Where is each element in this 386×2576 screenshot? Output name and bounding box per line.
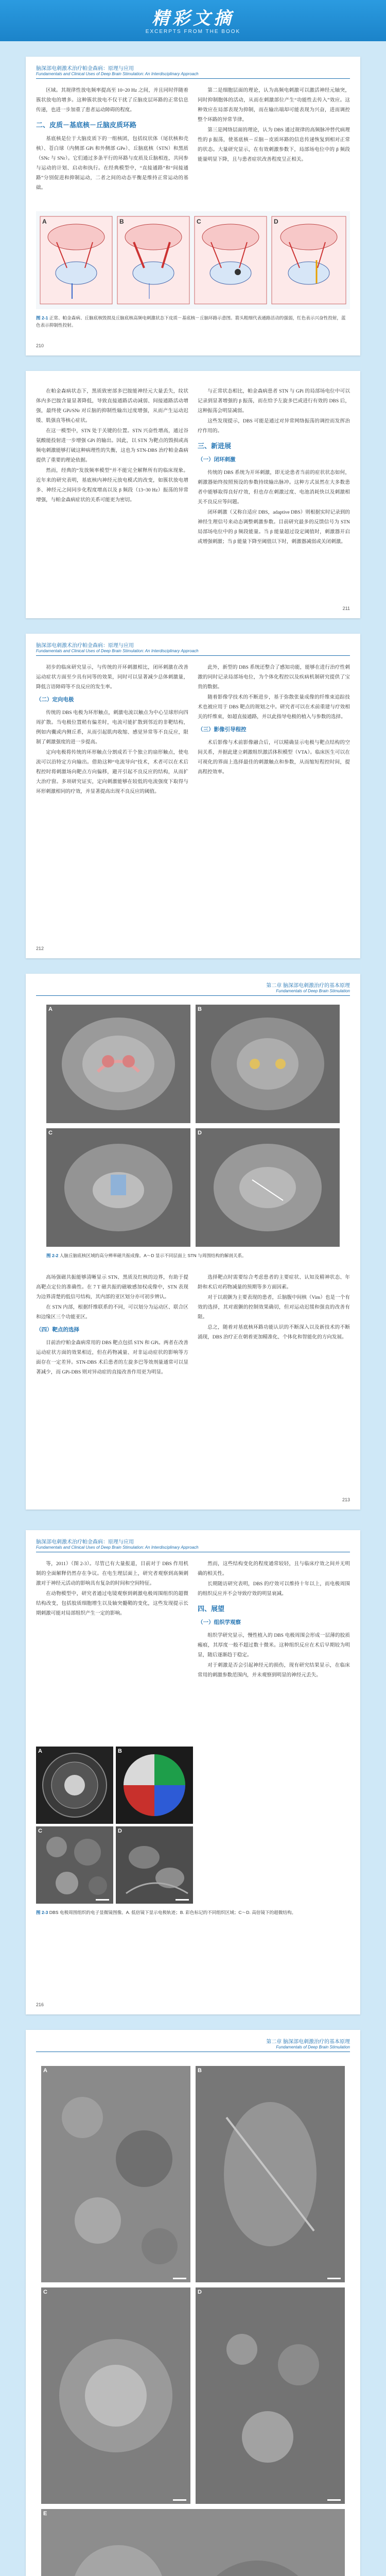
page-number: 210 <box>36 343 44 348</box>
running-head-chapter <box>266 2037 350 2049</box>
panel-label: A <box>42 218 47 225</box>
mri-render <box>46 1005 190 1123</box>
banner-title: 精彩文摘 <box>152 9 234 28</box>
book-page-5 <box>26 1530 360 2014</box>
book-page-3 <box>26 634 360 958</box>
right-column <box>198 386 350 547</box>
paragraph: 目前治疗帕金森病常用的 DBS 靶点包括 STN 和 GPi。两者在改善运动症状方面的效果相近，但在药物减量、对非运动症状的影响等方面存在一定差异。STN-DBS 术后患者的左旋多巴等效剂量通常可以显著减少，而 GPi-DBS 则对异动症的直接改善作用更为明显。 <box>36 1340 188 1375</box>
caption-label: 图 2-2 <box>46 1253 59 1258</box>
running-head-cn: 脑深部电刺激术治疗帕金森病：原理与应用 <box>36 1539 134 1545</box>
running-head-chapter-cn: 第二章 脑深部电刺激治疗的基本原理 <box>266 2039 350 2045</box>
paragraph: 定向电极将传统的环形触点分割成若干个独立的扇形触点，使电流可以沿特定方向输出。借助这种“电流导向”技术，术者可以在术后程控时将刺激场向靶点方向偏移，避开引起不良反应的结构，从而扩大治疗窗。多项研究证实，定向刺激能够在较低的电流强度下取得与环形刺激相同的疗效，并显著提高出现不良反应的阈值。 <box>36 750 188 794</box>
circuit-panel-a <box>40 216 112 304</box>
head-rule <box>36 655 350 656</box>
book-page-1 <box>26 57 360 355</box>
panel-label: D <box>198 1130 202 1136</box>
scale-bar <box>327 2499 341 2501</box>
banner-subtitle: EXCERPTS FROM THE BOOK <box>145 29 241 35</box>
caption-text: 人脑丘脑底核区域的高分辨率磁共振成像。A～D 显示不同层面上 STN 与周围结构的解剖关系。 <box>59 1253 247 1258</box>
book-page-4 <box>26 974 360 1510</box>
head-rule <box>36 78 350 79</box>
running-head-chapter-en: Fundamentals of Deep Brain Stimulation <box>276 2045 350 2049</box>
histology-image-b <box>196 2066 345 2282</box>
panel-label: D <box>118 1828 122 1834</box>
em-image-d <box>116 1826 193 1904</box>
mri-image-a <box>46 1005 190 1123</box>
panel-label: C <box>197 218 201 225</box>
running-head-en: Fundamentals and Clinical Uses of Deep Brain Stimulation: An Interdisciplinary Approach <box>36 72 199 76</box>
histology-render <box>196 2287 345 2504</box>
histology-render <box>196 2066 345 2282</box>
head-rule <box>36 995 350 996</box>
header-banner <box>0 0 386 41</box>
paragraph: 这些发现提示，DBS 可能是通过对异常网络振荡的调控而发挥治疗作用的。 <box>198 418 350 434</box>
left-column <box>36 1559 188 1619</box>
caption-text: 正常、帕金森病、丘脑底核毁损及丘脑底核高频电刺激状态下皮质－基底核－丘脑环路示意图。箭头粗细代表通路活动的强弱，红色表示兴奋性投射，蓝色表示抑制性投射。 <box>36 315 346 328</box>
running-head <box>36 641 199 653</box>
book-page-2 <box>26 371 360 618</box>
left-column <box>36 86 188 193</box>
running-head-en: Fundamentals and Clinical Uses of Deep Brain Stimulation: An Interdisciplinary Approach <box>36 1545 199 1550</box>
subsection-heading: （一）组织学观察 <box>198 1619 241 1625</box>
panel-label: D <box>274 218 278 225</box>
panel-label: B <box>118 1748 122 1754</box>
caption-label: 图 2-1 <box>36 315 48 320</box>
section-heading: 二、皮质－基底核－丘脑皮质环路 <box>36 121 137 129</box>
running-head-en: Fundamentals and Clinical Uses of Deep Brain Stimulation: An Interdisciplinary Approach <box>36 649 199 653</box>
right-column <box>198 1273 350 1343</box>
panel-label: C <box>48 1130 52 1136</box>
running-head <box>36 64 199 76</box>
panel-label: C <box>38 1828 42 1834</box>
circuit-panel-c <box>195 216 267 304</box>
paragraph: 在 STN 内部，根据纤维联系的不同，可以划分为运动区、联合区和边缘区三个功能亚区。 <box>36 1304 188 1320</box>
circuit-diagram <box>36 211 350 309</box>
paragraph: 初步的临床研究显示，与传统的开环刺激相比，闭环刺激在改善运动症状方面至少具有同等的效果，同时可以显著减少总体刺激量，降低言语障碍等不良反应的发生率。 <box>36 665 188 690</box>
panel-label: C <box>43 2289 47 2295</box>
paragraph: 长期随访研究表明，DBS 的疗效可以维持十年以上，而电极周围的组织反应并不会导致疗效的明显衰减。 <box>198 1581 350 1597</box>
panel-label: E <box>43 2511 47 2517</box>
right-column <box>198 663 350 777</box>
em-image-b <box>116 1747 193 1824</box>
mri-render <box>196 1128 340 1247</box>
paragraph: 然而，经典的“发放频率模型”并不能完全解释所有的临床现象。近年来的研究表明，基底核内神经元放电模式的改变，如簇状放电增多、神经元之间同步化程度增高以及 β 频段（13~30 Hz）振荡的异常增强，与帕金森病症状的关系可能更为密切。 <box>36 468 188 503</box>
right-column <box>198 1559 350 1681</box>
scale-bar <box>327 2278 341 2279</box>
paragraph: 总之，随着对基底核环路功能认识的不断深入以及新技术的不断涌现，DBS 治疗正在朝着更加精准化、个体化和智能化的方向发展。 <box>198 1325 350 1340</box>
paragraph: 基底核是位于大脑皮质下的一组核团，包括纹状体（尾状核和壳核）、苍白球（内侧部 GPi 和外侧部 GPe）、丘脑底核（STN）和黑质（SNc 与 SNr）。它们通过多条平行的环路与皮质及丘脑相连，共同参与运动的计划、启动和执行。在经典模型中，“直接通路”和“间接通路”分别促进和抑制运动，二者之间的动态平衡是维持正常运动的基础。 <box>36 136 188 191</box>
circuit-diagram-figure <box>36 211 350 309</box>
figure-caption <box>36 314 350 329</box>
mri-image-c <box>46 1128 190 1247</box>
running-head-cn: 脑深部电刺激术治疗帕金森病：原理与应用 <box>36 643 134 649</box>
left-column <box>36 386 188 505</box>
section-heading: 四、展望 <box>198 1605 225 1613</box>
paragraph: 然而，这些结构变化的程度通常较轻，且与临床疗效之间并无明确的相关性。 <box>198 1561 350 1577</box>
em-image-c <box>36 1826 113 1904</box>
em-render <box>116 1826 193 1904</box>
paragraph: 高场强磁共振能够清晰显示 STN、黑质及红核的边界，有助于提高靶点定位的准确性。在 7 T 磁共振的磁敏感加权成像中，STN 表现为边界清楚的低信号结构，其内部的亚区划分亦可初步辨认。 <box>36 1275 188 1300</box>
paragraph: 等，2011）（图 2-3）。尽管已有大量报道，目前对于 DBS 作用机制的全面解释仍然存在争议。在电生理层面上，研究者观察到高频刺激对于神经元活动的影响具有复杂的时间和空间特征。 <box>36 1561 188 1586</box>
panel-label: D <box>198 2289 202 2295</box>
em-render <box>36 1747 113 1824</box>
paragraph: 对于以震颤为主要表现的患者，丘脑腹中间核（Vim）也是一个有效的选择，其对震颤的控制效果确切，但对运动迟缓和强直的改善有限。 <box>198 1295 350 1320</box>
figure-caption <box>36 1909 350 1916</box>
running-head-cn: 脑深部电刺激术治疗帕金森病：原理与应用 <box>36 66 134 72</box>
subsection-heading: （三）影像引导程控 <box>198 726 247 733</box>
panel-label: A <box>43 2067 47 2074</box>
em-image-a <box>36 1747 113 1824</box>
paragraph: 与正常状态相比，帕金森病患者 STN 与 GPi 的局部场电位中可以记录到显著增强的 β 振荡，而在给予左旋多巴或进行有效的 DBS 后，这种振荡会明显减弱。 <box>198 388 350 414</box>
panel-label: B <box>198 1006 202 1012</box>
page-number: 213 <box>342 1497 350 1502</box>
subsection-heading: （四）靶点的选择 <box>36 1327 79 1333</box>
paragraph: 术后影像与术前影像融合后，可以精确显示电极与靶点结构的空间关系，并据此建立刺激组织激活体积模型（VTA）。临床医生可以在可视化的界面上选择最佳的刺激触点和参数，从而缩短程控时间，提高程控效率。 <box>198 740 350 775</box>
left-column <box>36 663 188 797</box>
circuit-panel-b <box>117 216 189 304</box>
paragraph: 第三是网络层面的理论，认为 DBS 通过规律的高频脉冲替代病理性的 β 振荡，使基底核－丘脑－皮质环路的信息传递恢复到相对正常的状态。大量研究显示，在有效刺激参数下，局部场电位中的 β 频段能量明显下降，且与患者症状改善程度呈正相关。 <box>198 127 350 162</box>
paragraph: 传统的 DBS 系统为开环刺激，即无论患者当前的症状状态如何，刺激器始终按照预设的参数持续输出脉冲。这种方式虽然在大多数患者中能够取得良好疗效，但也存在刺激过度、电池消耗快以及刺激相关不良反应等问题。 <box>198 470 350 505</box>
paragraph: 在帕金森病状态下，黑质致密部多巴胺能神经元大量丢失，纹状体内多巴胺含量显著降低，导致直接通路活动减弱、间接通路活动增强，最终使 GPi/SNr 对丘脑的抑制性输出过度增强，从而产生运动迟缓、肌强直等核心症状。 <box>36 388 188 423</box>
mri-image-b <box>196 1005 340 1123</box>
left-column <box>36 1273 188 1378</box>
scale-bar <box>96 1899 109 1901</box>
histology-render <box>41 2509 345 2576</box>
paragraph: 在这一模型中，STN 处于关键的位置。STN 兴奋性增高，通过谷氨酸能投射进一步增强 GPi 的输出。因此，以 STN 为靶点的毁损或高频电刺激能够打破这种病理性的失衡，这也为 STN-DBS 治疗帕金森病提供了重要的理论依据。 <box>36 428 188 463</box>
page-number: 216 <box>36 2002 44 2007</box>
em-render <box>116 1747 193 1824</box>
subsection-heading: （二）定向电极 <box>36 697 74 703</box>
paragraph: 组织学研究显示，慢性植入的 DBS 电极周围会形成一层薄的胶质瘢痕，其厚度一般不超过数十微米。这种组织反应在术后早期较为明显，随后逐渐趋于稳定。 <box>198 1633 350 1658</box>
right-column <box>198 86 350 165</box>
histology-render <box>41 2287 190 2504</box>
scale-bar <box>173 2278 186 2279</box>
paragraph: 传统的 DBS 电极为环形触点，刺激电流以触点为中心呈球形向四周扩散。当电极位置稍有偏差时，电流可能扩散到邻近的非靶结构，例如内囊或内侧丘系，从而引起肌肉收缩、感觉异常等不良反应，限制了刺激强度的进一步提高。 <box>36 710 188 745</box>
histology-image-a <box>41 2066 190 2282</box>
paragraph: 第二是细胞层面的理论，认为高频电刺激可以激活神经元轴突，同时抑制胞体的活动，从而在刺激部位产生“功能性去传入”效应。这种效应在局部表现为抑制，而在输出端却可能表现为兴奋，进而调控整个环路的异常节律。 <box>198 88 350 123</box>
section-heading: 三、新进展 <box>198 442 232 450</box>
mri-render <box>46 1128 190 1247</box>
running-head-chapter-cn: 第二章 脑深部电刺激治疗的基本原理 <box>266 983 350 989</box>
figure-caption <box>46 1252 340 1259</box>
em-render <box>36 1826 113 1904</box>
scale-bar <box>173 2499 186 2501</box>
running-head <box>36 1537 199 1550</box>
paragraph: 闭环刺激（又称自适应 DBS，adaptive DBS）则根据实时记录到的神经生理信号来动态调整刺激参数。目前研究最多的反馈信号为 STN 局部场电位中的 β 频段能量。当 β 能量超过设定阈值时，刺激器开启或增强刺激；当 β 能量下降至阈值以下时，刺激器减弱或关闭刺激。 <box>198 510 350 545</box>
panel-label: A <box>48 1006 52 1012</box>
page-number: 211 <box>342 606 350 611</box>
histology-image-d <box>196 2287 345 2504</box>
caption-text: DBS 电极周围组织的电子显微镜图像。A. 低倍镜下显示电极轨迹；B. 彩色标记的不同组织区域；C～D. 高倍镜下的超微结构。 <box>49 1910 296 1915</box>
panel-label: B <box>198 2067 202 2074</box>
running-head-chapter-en: Fundamentals of Deep Brain Stimulation <box>276 989 350 993</box>
paragraph: 此外，新型的 DBS 系统还整合了感知功能，能够在进行治疗性刺激的同时记录局部场电位，为个体化程控以及疾病机制研究提供了宝贵的数据。 <box>198 665 350 690</box>
paragraph: 在动物模型中，研究者通过电镜观察到刺激电极周围组织的超微结构改变，包括胶质细胞增生以及轴突髓鞘的变化，这些发现提示长期刺激可能对局部组织产生一定的影响。 <box>36 1591 188 1616</box>
caption-label: 图 2-3 <box>36 1910 48 1915</box>
histology-image-e <box>41 2509 345 2576</box>
mri-image-d <box>196 1128 340 1247</box>
paragraph: 区域。其规律性放电频率提高至 10~20 Hz 之间，并且同时伴随着簇状放电的增多。这种簇状放电不仅干扰了丘脑皮层环路的正常信息传递，也进一步加重了患者运动障碍的程度。 <box>36 88 188 113</box>
paragraph: 随着影像学技术的不断进步，基于弥散张量成像的纤维束追踪技术也被应用于 DBS 靶点的规划之中。研究者可以在术前重建与疗效相关的纤维束，如超直接通路，并以此指导电极的植入与参数的选择。 <box>198 694 350 720</box>
page-number: 212 <box>36 946 44 951</box>
panel-label: B <box>119 218 124 225</box>
book-page-6 <box>26 2030 360 2576</box>
mri-render <box>196 1005 340 1123</box>
subsection-heading: （一）闭环刺激 <box>198 456 236 463</box>
scale-bar <box>176 1899 189 1901</box>
paragraph: 对于刺激是否会引起神经元的损伤，现有研究结果显示，在临床常用的刺激参数范围内，并未观察到明显的神经元丢失。 <box>198 1663 350 1678</box>
panel-label: A <box>38 1748 42 1754</box>
histology-render <box>41 2066 190 2282</box>
paragraph: 选择靶点时需要综合考虑患者的主要症状、认知及精神状态、年龄和术后对药物减量的预期等多方面因素。 <box>198 1275 350 1290</box>
running-head-chapter <box>266 981 350 993</box>
histology-image-c <box>41 2287 190 2504</box>
circuit-panel-d <box>272 216 346 304</box>
